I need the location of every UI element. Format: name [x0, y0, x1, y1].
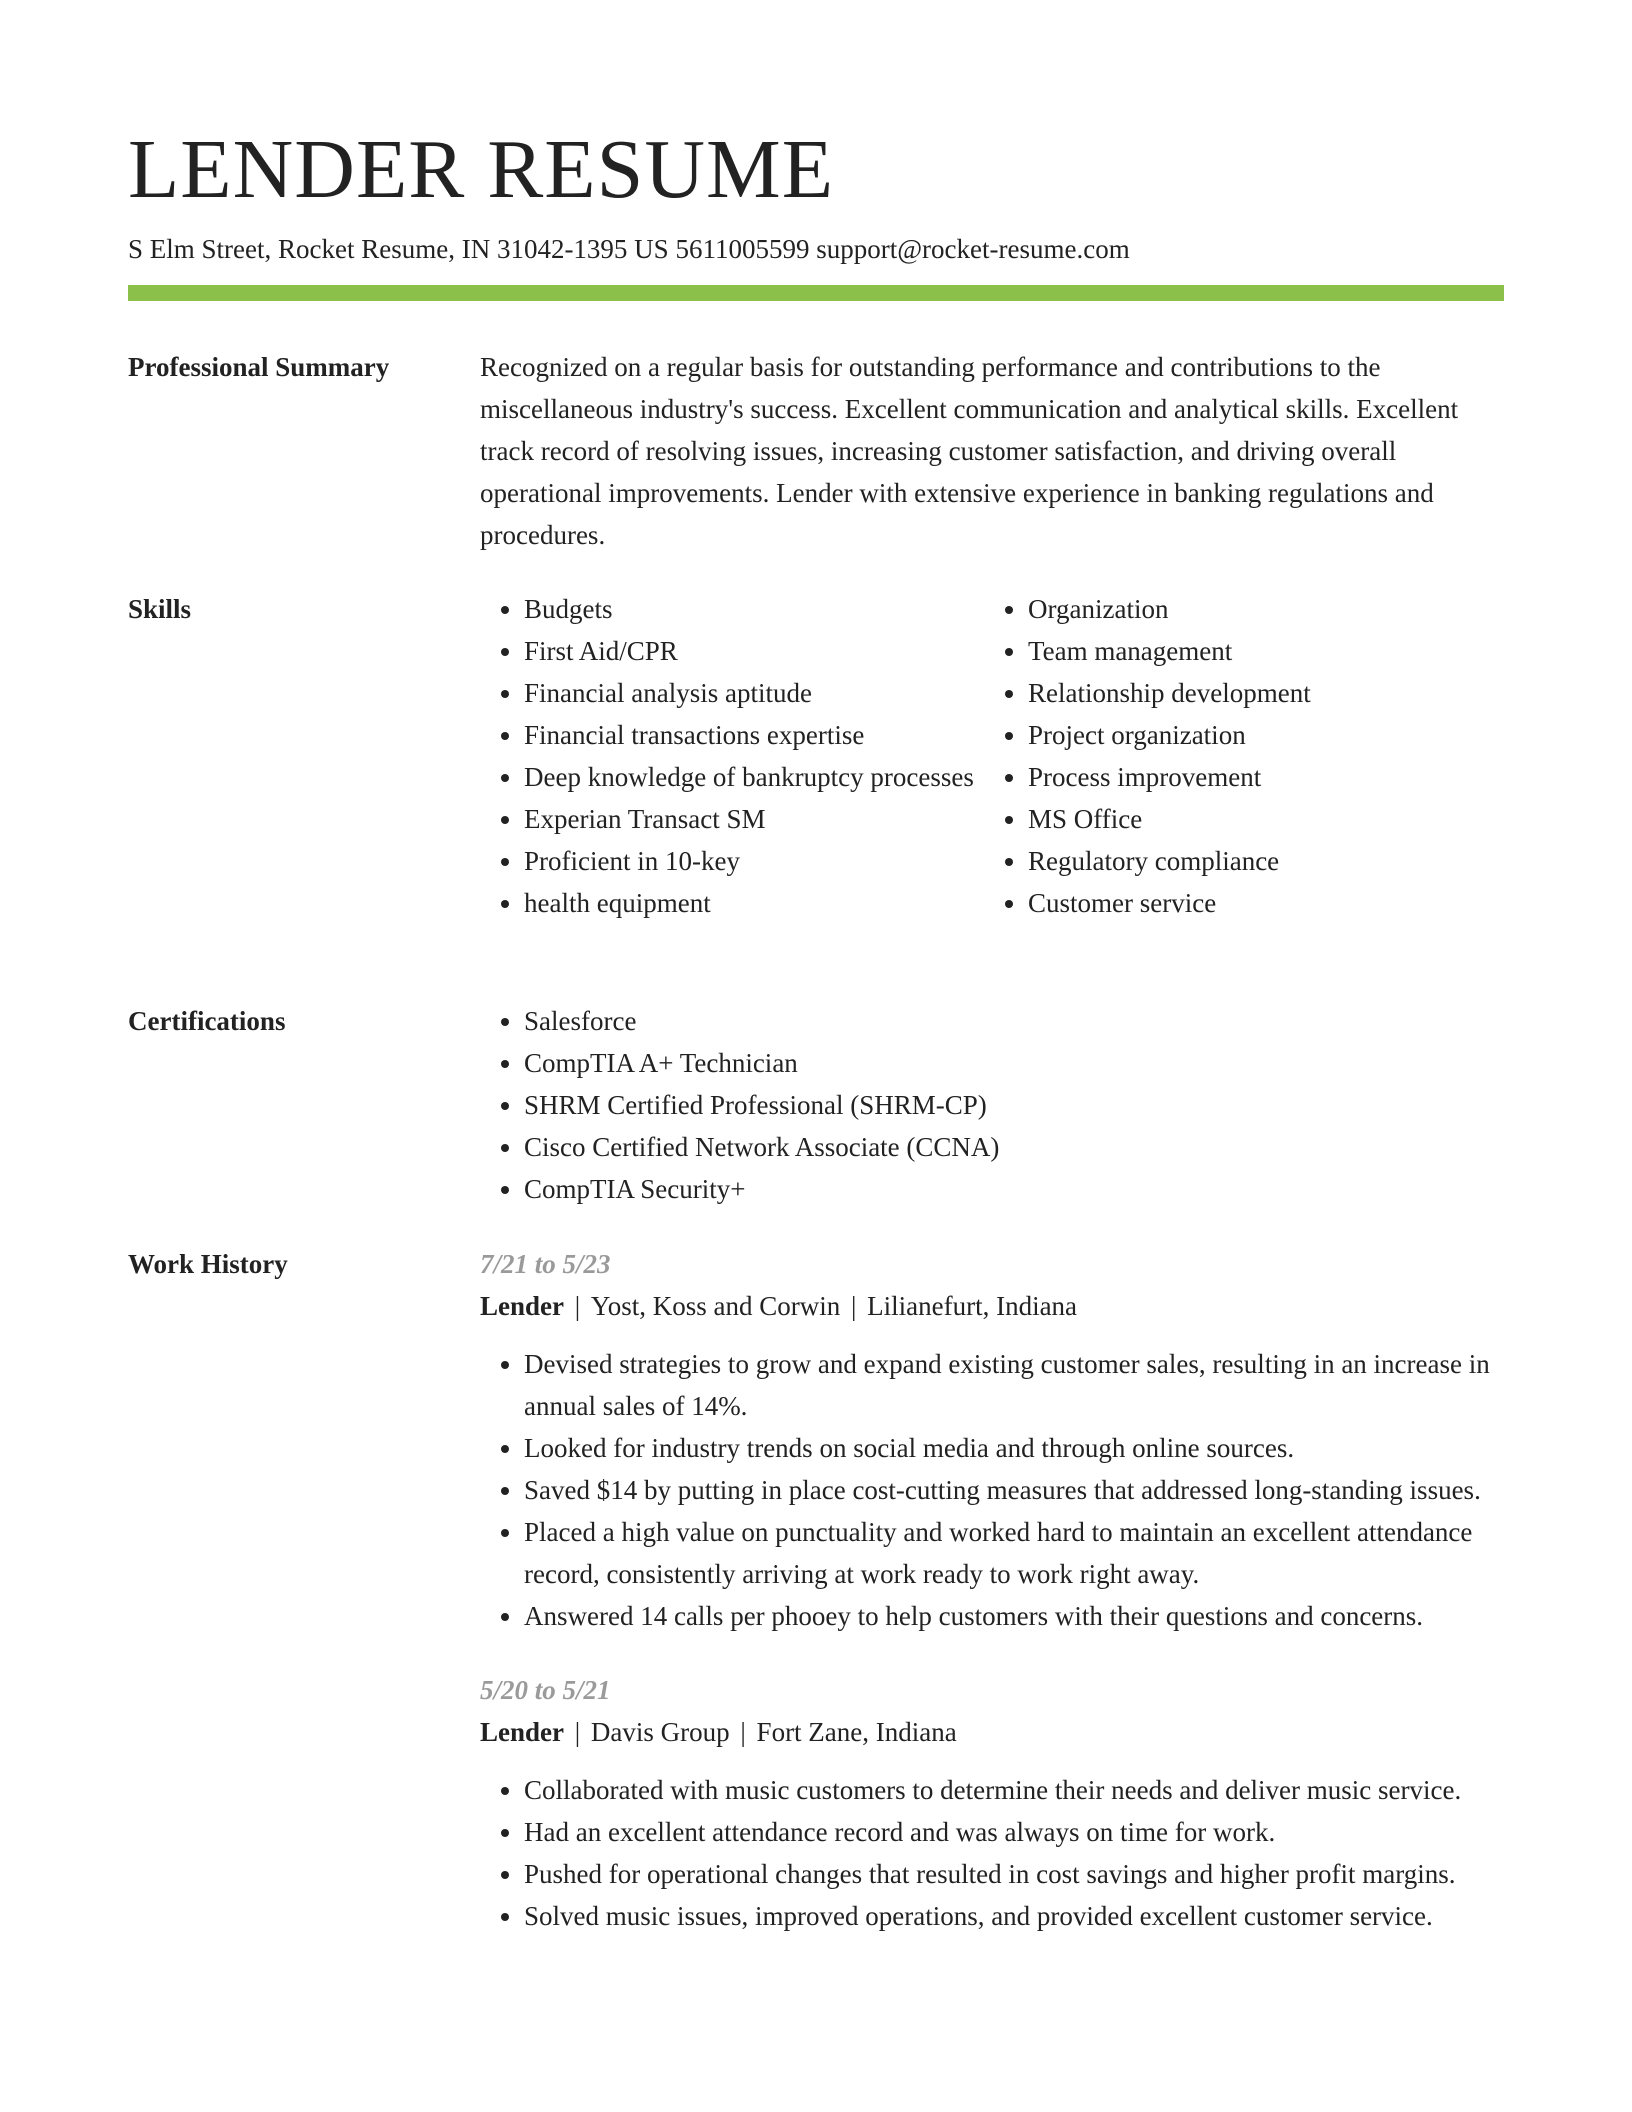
job-dates: 5/20 to 5/21	[480, 1675, 611, 1705]
skill-item: • Financial analysis aptitude	[524, 672, 984, 714]
job-duty: • Placed a high value on punctuality and worked hard to maintain an excellent attendance record, consistently arriving at work ready to work right away.	[524, 1511, 1504, 1595]
skills-column-left	[480, 588, 984, 924]
section-label-summary: Professional Summary	[128, 352, 390, 382]
skill-item: • Deep knowledge of bankruptcy processes	[524, 756, 984, 798]
skills-body	[480, 588, 1504, 924]
job-duty: • Pushed for operational changes that resulted in cost savings and higher profit margins.	[524, 1853, 1504, 1895]
skill-item: • Project organization	[1028, 714, 1488, 756]
skill-item: • Process improvement	[1028, 756, 1488, 798]
skill-item: • Proficient in 10-key	[524, 840, 984, 882]
job-company: Davis Group	[590, 1717, 730, 1747]
contact-line: S Elm Street, Rocket Resume, IN 31042-1395 US 5611005599 support@rocket-resume.com	[128, 234, 1130, 264]
certification-item: • Salesforce	[524, 1000, 1504, 1042]
section-label-certifications: Certifications	[128, 1006, 286, 1036]
section-label-work-history: Work History	[128, 1249, 288, 1279]
certifications-list	[480, 1000, 1504, 1210]
skills-list-left	[480, 588, 984, 924]
work-history-body	[480, 1243, 1504, 1969]
job-entry	[480, 1669, 1504, 1937]
skill-item: • health equipment	[524, 882, 984, 924]
skill-item: • Customer service	[1028, 882, 1488, 924]
resume-title: LENDER RESUME	[128, 123, 834, 216]
skill-item: • Relationship development	[1028, 672, 1488, 714]
job-duty: • Answered 14 calls per phooey to help customers with their questions and concerns.	[524, 1595, 1504, 1637]
skill-item: • First Aid/CPR	[524, 630, 984, 672]
section-label-skills: Skills	[128, 594, 192, 624]
job-duty: • Devised strategies to grow and expand existing customer sales, resulting in an increase in annual sales of 14%.	[524, 1343, 1504, 1427]
job-duty: • Looked for industry trends on social media and through online sources.	[524, 1427, 1504, 1469]
skill-item: • Experian Transact SM	[524, 798, 984, 840]
certifications-body	[480, 1000, 1504, 1210]
skill-item: • Organization	[1028, 588, 1488, 630]
skill-item: • Financial transactions expertise	[524, 714, 984, 756]
certification-item: • CompTIA A+ Technician	[524, 1042, 1504, 1084]
job-duty: • Had an excellent attendance record and was always on time for work.	[524, 1811, 1504, 1853]
certification-item: • SHRM Certified Professional (SHRM-CP)	[524, 1084, 1504, 1126]
skill-item: • MS Office	[1028, 798, 1488, 840]
job-header: Lender | Yost, Koss and Corwin | Lilianefurt, Indiana	[480, 1291, 1078, 1321]
job-location: Fort Zane, Indiana	[756, 1717, 957, 1747]
skills-column-right	[984, 588, 1488, 924]
job-duty: • Saved $14 by putting in place cost-cutting measures that addressed long-standing issues.	[524, 1469, 1504, 1511]
job-dates: 7/21 to 5/23	[480, 1249, 611, 1279]
job-duties-list	[480, 1769, 1504, 1937]
job-location: Lilianefurt, Indiana	[867, 1291, 1078, 1321]
skill-item: • Team management	[1028, 630, 1488, 672]
job-duties-list	[480, 1343, 1504, 1637]
accent-divider	[128, 285, 1504, 301]
job-title: Lender	[480, 1717, 564, 1747]
job-entry	[480, 1243, 1504, 1637]
job-header: Lender | Davis Group | Fort Zane, Indiana	[480, 1717, 957, 1747]
job-duty: • Solved music issues, improved operations, and provided excellent customer service.	[524, 1895, 1504, 1937]
certification-item: • Cisco Certified Network Associate (CCNA)	[524, 1126, 1504, 1168]
summary-body	[480, 346, 1504, 556]
job-title: Lender	[480, 1291, 564, 1321]
certification-item: • CompTIA Security+	[524, 1168, 1504, 1210]
skill-item: • Budgets	[524, 588, 984, 630]
skill-item: • Regulatory compliance	[1028, 840, 1488, 882]
summary-text: Recognized on a regular basis for outstanding performance and contributions to the miscellaneous industry's success. Excellent communication and analytical skills. Excellent track record of resolving issues, increasing customer satisfaction, and driving overall operational improvements. Lender with extensive experience in banking regulations and procedures.	[480, 352, 1459, 550]
skills-list-right	[984, 588, 1488, 924]
job-duty: • Collaborated with music customers to determine their needs and deliver music service.	[524, 1769, 1504, 1811]
job-company: Yost, Koss and Corwin	[590, 1291, 841, 1321]
